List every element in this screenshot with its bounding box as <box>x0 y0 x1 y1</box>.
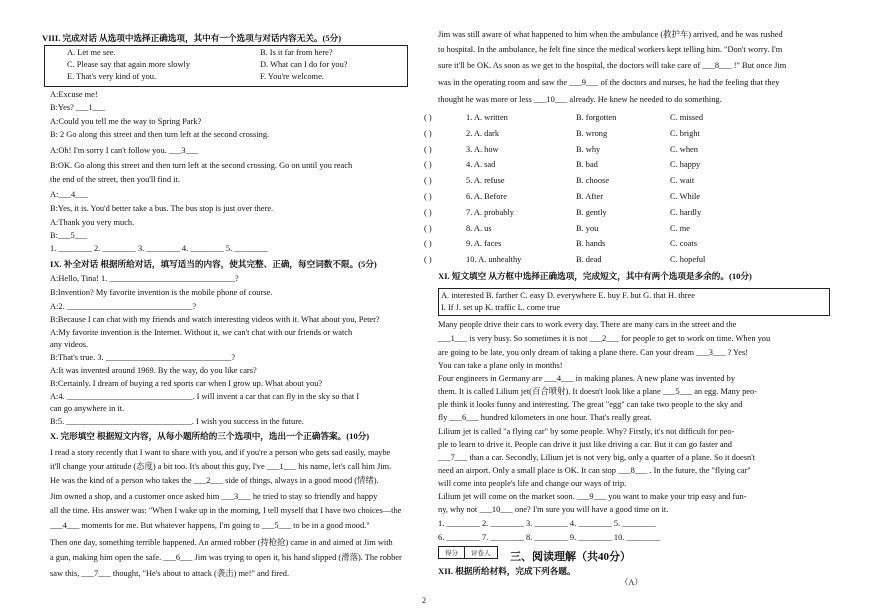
dialog-line: A:Thank you very much. <box>50 218 135 227</box>
passage-line: need an airport. Only a small place is OK. It can stop ___8___ . In the future, the "flying car" <box>438 466 751 475</box>
choice-option: B. hands <box>576 239 606 249</box>
dialog-line: A:It was invented around 1969. By the way, do you like cars? <box>50 366 257 375</box>
section-8-title: VIII. 完成对话 从选项中选择正确选项，其中有一个选项与对话内容无关。(5分) <box>42 33 342 43</box>
choice-option: 4. A. sad <box>466 160 496 170</box>
passage-line: them. It is called Lilium jet(百合喷射). It doesn't look like a plane ___5___ an egg. Many peo- <box>438 387 757 396</box>
passage-line: Lilium jet is called "a flying car" by some people. Why? Firstly, it's not difficult for peo- <box>438 427 735 436</box>
choice-option: B. why <box>576 144 601 154</box>
choice-option: C. happy <box>670 160 701 170</box>
passage-line: ny, why not ___10___ one? I'm sure you will have a good time on it. <box>438 505 669 514</box>
word-bank-line: A. interested B. farther C. easy D. everywhere E. buy F. but G. that H. three <box>441 291 695 300</box>
choice-option: C. hopeful <box>670 255 706 265</box>
section-9-title: IX. 补全对话 根据所给对话，填写适当的内容，使其完整、正确，每空词数不限。(5分) <box>50 259 377 269</box>
passage-line: Four engineers in Germany are ___4___ in making planes. A new plane was invented by <box>438 374 736 383</box>
section-12-title: XII. 根据所给材料，完成下列各题。 <box>438 566 576 576</box>
dialog-line: B:5. ______________________________. I wish you success in the future. <box>50 417 304 426</box>
answer-blanks: 1. ________ 2. ________ 3. ________ 4. ________ 5. ________ <box>438 519 656 528</box>
passage-line: Many people drive their cars to work every day. There are many cars in the street and the <box>438 320 737 329</box>
part-3-title: 三、阅读理解（共40分） <box>510 551 631 563</box>
dialog-line: can go anywhere in it. <box>50 404 125 413</box>
option: A. Let me see. <box>67 48 116 57</box>
answer-bracket: ( ) <box>424 223 432 233</box>
choice-option: C. bright <box>670 128 700 138</box>
answer-blanks: 6. ________ 7. ________ 8. ________ 9. ________ 10. ________ <box>438 533 660 542</box>
option: D. What can I do for you? <box>260 60 348 69</box>
answer-bracket: ( ) <box>424 113 432 122</box>
choice-option: C. hardly <box>670 207 702 217</box>
passage-line: Lilium jet will come on the market soon. ___9___ you want to make your trip easy and fun- <box>438 492 747 501</box>
choice-option: B. choose <box>576 176 610 186</box>
choice-option: B. dead <box>576 255 602 265</box>
answer-bracket: ( ) <box>424 207 432 217</box>
passage-line: Jim owned a shop, and a customer once asked him ___3___ he tried to stay so friendly and happy <box>50 492 378 501</box>
choice-option: 1. A. written <box>466 113 508 122</box>
choice-option: B. you <box>576 223 599 233</box>
choice-option: C. when <box>670 144 698 154</box>
choice-option: 9. A. faces <box>466 239 502 249</box>
answer-bracket: ( ) <box>424 128 432 138</box>
passage-line: will come into people's life and change our ways of trip. <box>438 479 627 488</box>
passage-line: Jim was still aware of what happened to him when the ambulance (救护车) arrived, and he was rushed <box>438 30 783 39</box>
choice-option: 10. A. unhealthy <box>466 255 522 265</box>
choice-option: B. gently <box>576 207 607 217</box>
choice-option: C. coats <box>670 239 697 249</box>
dialog-line: B:Yes, it is. You'd better take a bus. The bus stop is just over there. <box>50 204 274 213</box>
dialog-line: B:OK. Go along this street and then turn left at the second crossing. Go on until you reach <box>50 161 353 170</box>
answer-bracket: ( ) <box>424 255 432 265</box>
passage-line: ___4___ moments for me. But whatever happens, I'm going to ___5___ to be in a good mood." <box>50 521 370 530</box>
option: B. Is it far from here? <box>260 48 333 57</box>
choice-option: C. missed <box>670 113 704 122</box>
passage-line: I read a story recently that I want to share with you, and if you're a person who gets sad easily, maybe <box>50 448 391 457</box>
dialog-line: A:2. ______________________________? <box>50 302 197 311</box>
dialog-line: B:That's true. 3. ______________________________? <box>50 353 236 362</box>
dialog-line: B:Certainly. I dream of buying a red sports car when I grow up. What about you? <box>50 379 323 388</box>
word-bank-box <box>438 288 830 316</box>
dialog-line: the end of the street, then you'll find it. <box>50 175 180 184</box>
dialog-line: B:Yes? ___1___ <box>50 103 106 112</box>
answer-blanks: 1. ________ 2. ________ 3. ________ 4. ________ 5. ________ <box>50 244 268 253</box>
dialog-line: A:Oh! I'm sorry I can't follow you. ___3___ <box>50 146 199 155</box>
passage-line: You can take a plane only in months! <box>438 361 563 370</box>
passage-line: ple think it looks funny and interesting. The great "egg" can take two people to the sky and <box>438 400 743 409</box>
choice-option: 5. A. refuse <box>466 176 505 186</box>
dialog-line: A:My favorite invention is the Internet. Without it, we can't chat with our friends or watch <box>50 328 353 337</box>
dialog-line: B:___5___ <box>50 231 88 240</box>
answer-bracket: ( ) <box>424 192 432 201</box>
section-11-title: XI. 短文填空 从方框中选择正确选项，完成短文，其中有两个选项是多余的。(10分) <box>438 271 752 281</box>
answer-bracket: ( ) <box>424 160 432 170</box>
dialog-line: A:Hello, Tina! 1. ______________________________? <box>50 274 239 283</box>
dialog-line: A:___4___ <box>50 190 88 199</box>
dialog-line: B: 2 Go along this street and then turn left at the second crossing. <box>50 130 270 139</box>
score-table <box>438 546 498 559</box>
option: E. That's very kind of you. <box>67 72 157 81</box>
passage-line: saw this, ___7___ thought, "He's about to attack (袭击) me!" and fired. <box>50 569 290 578</box>
passage-line: Then one day, something terrible happened. An armed robber (持枪抢) came in and aimed at Jim with <box>50 538 393 547</box>
choice-option: C. wait <box>670 176 695 186</box>
grader-cell: 评卷人 <box>471 550 491 557</box>
dialog-line: A:4. ______________________________. I will invent a car that can fly in the sky so that I <box>50 392 360 401</box>
option: F. You're welcome. <box>260 72 324 81</box>
choice-option: C. While <box>670 192 701 201</box>
section-10-title: X. 完形填空 根据短文内容，从每小题所给的三个选项中，选出一个正确答案。(10分) <box>50 431 370 441</box>
passage-line: it'll change your attitude (态度) a bit too. It's about this guy, I've ___1___ his name, let's call him Jim. <box>50 462 392 471</box>
choice-option: 7. A. probably <box>466 207 514 217</box>
passage-line: are going to be late, you only dream of taking a plane there. Can your dream ___3___ ? Yes! <box>438 348 749 357</box>
page-number: 2 <box>422 596 426 605</box>
passage-line: all the time. His answer was: "When I wake up in the morning, I tell myself that I have two choices—the <box>50 506 402 515</box>
answer-bracket: ( ) <box>424 176 432 186</box>
dialog-line: A:Could you tell me the way to Spring Park? <box>50 117 202 126</box>
choice-option: C. me <box>670 223 691 233</box>
answer-bracket: ( ) <box>424 239 432 249</box>
passage-line: to hospital. In the ambulance, he felt fine since the medical workers kept telling him. "Don't worry. I'm <box>438 45 783 54</box>
passage-line: ___7___ than a car. Secondly, Lilium jet is not very big, only a quarter of a plane. So it doesn't <box>438 453 756 462</box>
choice-option: 8. A. us <box>466 223 492 233</box>
choice-option: B. forgotten <box>576 113 617 122</box>
choice-option: B. After <box>576 192 603 201</box>
dialog-line: any videos. <box>50 340 89 349</box>
choice-option: 2. A. dark <box>466 128 500 138</box>
passage-line: ple to learn to drive it. People can drive it just like driving a car. But it can go faster and <box>438 440 732 449</box>
word-bank-line: I. If J. set up K. traffic L. come true <box>441 303 561 312</box>
passage-line: thought he was more or less ___10___ already. He knew he needed to do something. <box>438 95 722 104</box>
dialog-line: A:Excuse me! <box>50 90 98 99</box>
options-box <box>44 45 408 87</box>
dialog-line: B:Because I can chat with my friends and watch interesting videos with it. What about you, Peter? <box>50 315 380 324</box>
answer-bracket: ( ) <box>424 144 432 154</box>
choice-option: B. wrong <box>576 128 608 138</box>
passage-label: （A） <box>620 578 643 587</box>
passage-line: sure it'll be OK. As soon as we get to the hospital, the doctors will take care of ___8___ !" But once Jim <box>438 61 787 70</box>
choice-option: 3. A. how <box>466 144 499 154</box>
passage-line: He was the kind of a person who takes the ___2___ side of things, always in a good mood (情绪). <box>50 476 379 485</box>
option: C. Please say that again more slowly <box>67 60 191 69</box>
passage-line: ___1___ is very busy. So sometimes it is not ___2___ for people to get to work on time. When you <box>438 334 771 343</box>
choice-option: 6. A. Before <box>466 192 507 201</box>
score-cell: 得分 <box>439 547 465 558</box>
dialog-line: B:Invention? My favorite invention is the mobile phone of course. <box>50 288 273 297</box>
passage-line: was in the operating room and saw the ___9___ of the doctors and nurses, he had the feeling that they <box>438 78 780 87</box>
passage-line: fly ___6___ hundred kilometers in one hour. That's really great. <box>438 413 652 422</box>
passage-line: a gun, making him open the safe. ___6___ Jim was trying to open it, his hand slipped (滑落). The robber <box>50 553 402 562</box>
choice-option: B. bad <box>576 160 598 170</box>
